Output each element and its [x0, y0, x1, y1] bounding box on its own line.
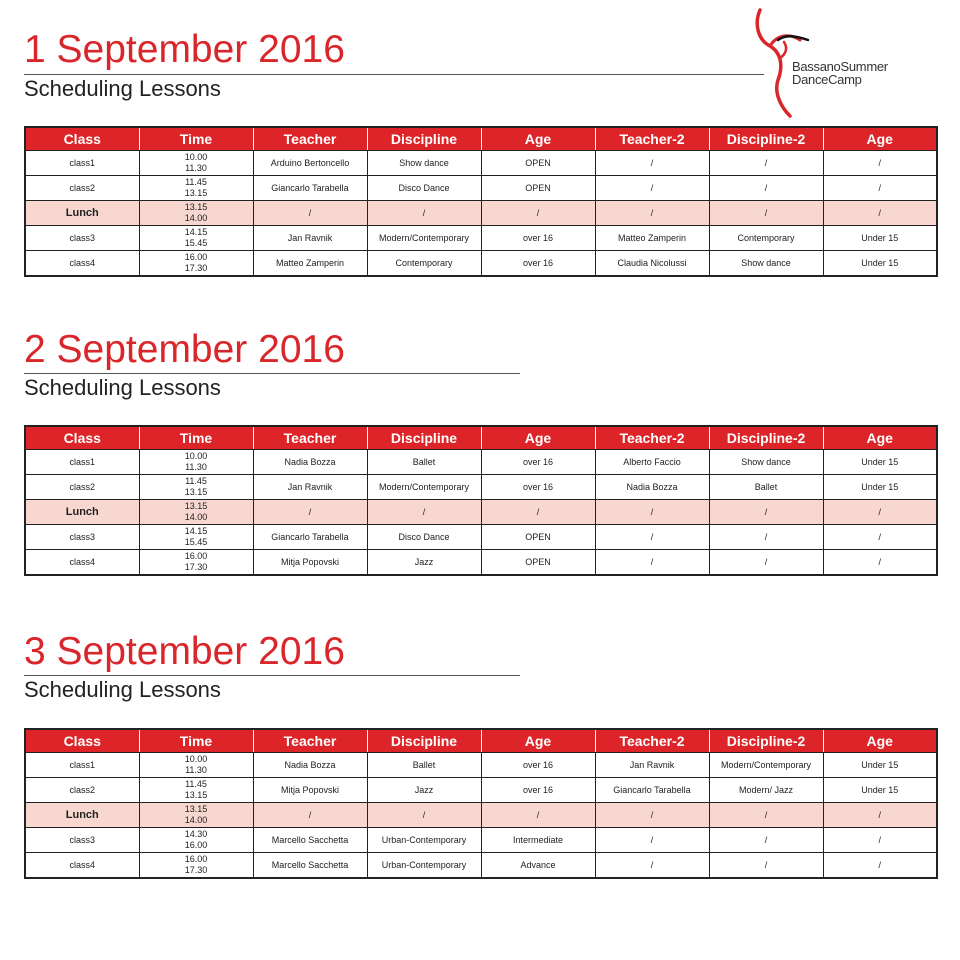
- time-end: 14.00: [184, 213, 208, 223]
- cell-teacher-2: /: [595, 525, 709, 550]
- time-end: 13.15: [184, 790, 208, 800]
- cell-teacher: Jan Ravnik: [253, 475, 367, 500]
- cell-age-2: /: [823, 853, 937, 879]
- day-title: 1 September 2016: [24, 28, 345, 71]
- cell-teacher: Nadia Bozza: [253, 753, 367, 778]
- cell-discipline-2: /: [709, 201, 823, 226]
- time-end: 14.00: [184, 815, 208, 825]
- table-row: [25, 753, 937, 778]
- header-discipline-2: Discipline-2: [709, 127, 823, 151]
- cell-discipline: Urban-Contemporary: [367, 828, 481, 853]
- table-row: [25, 475, 937, 500]
- cell-teacher: Jan Ravnik: [253, 226, 367, 251]
- table-row: [25, 778, 937, 803]
- cell-age-2: /: [823, 201, 937, 226]
- cell-age: over 16: [481, 251, 595, 277]
- cell-teacher-2: /: [595, 550, 709, 576]
- time-end: 11.30: [185, 765, 207, 775]
- cell-time: [139, 251, 253, 277]
- cell-teacher: Giancarlo Tarabella: [253, 176, 367, 201]
- cell-discipline: Contemporary: [367, 251, 481, 277]
- time-start: 11.45: [185, 177, 207, 187]
- time-end: 14.00: [184, 512, 208, 522]
- cell-discipline: Jazz: [367, 778, 481, 803]
- time-start: 14.15: [184, 227, 208, 237]
- cell-age: OPEN: [481, 176, 595, 201]
- time-start: 14.30: [184, 829, 208, 839]
- cell-discipline: Urban-Contemporary: [367, 853, 481, 879]
- table-row: [25, 176, 937, 201]
- cell-teacher-2: Jan Ravnik: [595, 753, 709, 778]
- time-end: 13.15: [184, 188, 208, 198]
- cell-age: /: [481, 803, 595, 828]
- cell-discipline-2: Contemporary: [709, 226, 823, 251]
- cell-discipline-2: /: [709, 803, 823, 828]
- cell-class: class1: [25, 753, 139, 778]
- title-divider: [24, 74, 764, 75]
- header-age-2: Age: [823, 426, 937, 450]
- cell-teacher: Giancarlo Tarabella: [253, 525, 367, 550]
- cell-discipline: Disco Dance: [367, 176, 481, 201]
- cell-teacher-2: Matteo Zamperin: [595, 226, 709, 251]
- header-time: Time: [139, 127, 253, 151]
- cell-discipline: Jazz: [367, 550, 481, 576]
- table-row: [25, 853, 937, 879]
- header-age: Age: [481, 127, 595, 151]
- day-subtitle: Scheduling Lessons: [24, 677, 221, 702]
- logo-line-2: DanceCamp: [792, 72, 862, 87]
- cell-age: over 16: [481, 226, 595, 251]
- time-start: 16.00: [184, 252, 208, 262]
- cell-time: [139, 475, 253, 500]
- cell-teacher-2: Giancarlo Tarabella: [595, 778, 709, 803]
- cell-age: over 16: [481, 753, 595, 778]
- header-teacher-2: Teacher-2: [595, 426, 709, 450]
- header-discipline: Discipline: [367, 127, 481, 151]
- cell-teacher-2: Claudia Nicolussi: [595, 251, 709, 277]
- cell-discipline-2: /: [709, 525, 823, 550]
- header-discipline: Discipline: [367, 729, 481, 753]
- cell-teacher: Marcello Sacchetta: [253, 828, 367, 853]
- time-start: 11.45: [185, 779, 207, 789]
- cell-discipline: /: [367, 803, 481, 828]
- table-row: [25, 550, 937, 576]
- cell-teacher: Nadia Bozza: [253, 450, 367, 475]
- cell-discipline-2: /: [709, 853, 823, 879]
- cell-class: class3: [25, 226, 139, 251]
- cell-age-2: /: [823, 525, 937, 550]
- cell-age-2: /: [823, 176, 937, 201]
- header-time: Time: [139, 426, 253, 450]
- cell-discipline: /: [367, 500, 481, 525]
- cell-class: class4: [25, 251, 139, 277]
- logo-line-1: BassanoSummer: [792, 59, 888, 74]
- cell-age-2: Under 15: [823, 778, 937, 803]
- day-subtitle: Scheduling Lessons: [24, 76, 221, 101]
- time-end: 15.45: [184, 238, 208, 248]
- table-row: [25, 151, 937, 176]
- cell-time: [139, 176, 253, 201]
- header-teacher: Teacher: [253, 729, 367, 753]
- cell-time: [139, 500, 253, 525]
- cell-discipline: Show dance: [367, 151, 481, 176]
- header-age: Age: [481, 729, 595, 753]
- cell-teacher-2: /: [595, 803, 709, 828]
- cell-age-2: Under 15: [823, 251, 937, 277]
- title-divider: [24, 373, 520, 374]
- cell-class: class1: [25, 151, 139, 176]
- time-start: 16.00: [184, 854, 208, 864]
- cell-class: class3: [25, 828, 139, 853]
- time-end: 15.45: [184, 537, 208, 547]
- time-start: 14.15: [184, 526, 208, 536]
- cell-time: [139, 828, 253, 853]
- time-start: 16.00: [184, 551, 208, 561]
- cell-teacher: /: [253, 500, 367, 525]
- cell-time: [139, 753, 253, 778]
- cell-class: Lunch: [25, 201, 139, 226]
- header-row: [25, 127, 937, 151]
- cell-age-2: /: [823, 500, 937, 525]
- cell-discipline-2: Modern/ Jazz: [709, 778, 823, 803]
- cell-time: [139, 450, 253, 475]
- cell-age-2: Under 15: [823, 475, 937, 500]
- lunch-row: [25, 201, 937, 226]
- cell-discipline: Ballet: [367, 450, 481, 475]
- cell-age: OPEN: [481, 525, 595, 550]
- cell-age-2: /: [823, 803, 937, 828]
- header-teacher: Teacher: [253, 426, 367, 450]
- cell-discipline-2: /: [709, 828, 823, 853]
- time-start: 11.45: [185, 476, 207, 486]
- cell-age: Intermediate: [481, 828, 595, 853]
- cell-teacher-2: Alberto Faccio: [595, 450, 709, 475]
- cell-teacher-2: /: [595, 853, 709, 879]
- header-row: [25, 729, 937, 753]
- cell-time: [139, 151, 253, 176]
- cell-teacher: Arduino Bertoncello: [253, 151, 367, 176]
- cell-discipline-2: /: [709, 151, 823, 176]
- time-start: 13.15: [184, 804, 208, 814]
- cell-teacher: /: [253, 803, 367, 828]
- day-title: 3 September 2016: [24, 630, 345, 673]
- cell-age-2: Under 15: [823, 450, 937, 475]
- header-age: Age: [481, 426, 595, 450]
- header-class: Class: [25, 127, 139, 151]
- cell-teacher: Mitja Popovski: [253, 550, 367, 576]
- cell-age-2: Under 15: [823, 753, 937, 778]
- cell-age-2: /: [823, 828, 937, 853]
- header-discipline-2: Discipline-2: [709, 729, 823, 753]
- time-start: 10.00: [184, 451, 208, 461]
- day-subtitle: Scheduling Lessons: [24, 375, 221, 400]
- cell-discipline: Disco Dance: [367, 525, 481, 550]
- cell-teacher: Matteo Zamperin: [253, 251, 367, 277]
- cell-age: /: [481, 500, 595, 525]
- cell-age: over 16: [481, 778, 595, 803]
- cell-discipline: Ballet: [367, 753, 481, 778]
- header-row: [25, 426, 937, 450]
- day-title: 2 September 2016: [24, 328, 345, 371]
- cell-discipline-2: Show dance: [709, 450, 823, 475]
- cell-teacher-2: Nadia Bozza: [595, 475, 709, 500]
- cell-age-2: /: [823, 550, 937, 576]
- cell-class: class2: [25, 778, 139, 803]
- schedule-table: [24, 728, 938, 879]
- cell-class: class3: [25, 525, 139, 550]
- cell-age-2: /: [823, 151, 937, 176]
- header-teacher-2: Teacher-2: [595, 127, 709, 151]
- cell-age: Advance: [481, 853, 595, 879]
- cell-time: [139, 803, 253, 828]
- header-time: Time: [139, 729, 253, 753]
- header-discipline: Discipline: [367, 426, 481, 450]
- table-row: [25, 450, 937, 475]
- cell-teacher-2: /: [595, 176, 709, 201]
- lunch-row: [25, 803, 937, 828]
- cell-discipline-2: Show dance: [709, 251, 823, 277]
- time-start: 13.15: [184, 202, 208, 212]
- cell-class: Lunch: [25, 500, 139, 525]
- header-age-2: Age: [823, 729, 937, 753]
- header-class: Class: [25, 729, 139, 753]
- cell-class: class2: [25, 475, 139, 500]
- cell-time: [139, 853, 253, 879]
- table-row: [25, 226, 937, 251]
- cell-teacher: Mitja Popovski: [253, 778, 367, 803]
- cell-age: OPEN: [481, 151, 595, 176]
- time-start: 10.00: [184, 152, 208, 162]
- cell-age-2: Under 15: [823, 226, 937, 251]
- cell-teacher-2: /: [595, 151, 709, 176]
- cell-age: /: [481, 201, 595, 226]
- cell-age: OPEN: [481, 550, 595, 576]
- bassano-summer-dance-camp-logo: [750, 6, 920, 118]
- cell-discipline: Modern/Contemporary: [367, 475, 481, 500]
- time-end: 17.30: [184, 263, 208, 273]
- cell-discipline: /: [367, 201, 481, 226]
- cell-time: [139, 778, 253, 803]
- cell-time: [139, 201, 253, 226]
- lunch-row: [25, 500, 937, 525]
- cell-time: [139, 226, 253, 251]
- header-age-2: Age: [823, 127, 937, 151]
- time-end: 17.30: [184, 865, 208, 875]
- cell-class: class4: [25, 853, 139, 879]
- time-start: 10.00: [184, 754, 208, 764]
- cell-discipline-2: Ballet: [709, 475, 823, 500]
- cell-time: [139, 525, 253, 550]
- cell-teacher-2: /: [595, 500, 709, 525]
- time-end: 11.30: [185, 163, 207, 173]
- cell-age: over 16: [481, 450, 595, 475]
- cell-age: over 16: [481, 475, 595, 500]
- time-end: 16.00: [184, 840, 208, 850]
- cell-time: [139, 550, 253, 576]
- schedule-table: [24, 126, 938, 277]
- cell-teacher: /: [253, 201, 367, 226]
- title-divider: [24, 675, 520, 676]
- cell-class: Lunch: [25, 803, 139, 828]
- time-end: 13.15: [184, 487, 208, 497]
- time-start: 13.15: [184, 501, 208, 511]
- cell-discipline-2: /: [709, 500, 823, 525]
- time-end: 17.30: [184, 562, 208, 572]
- cell-teacher: Marcello Sacchetta: [253, 853, 367, 879]
- header-discipline-2: Discipline-2: [709, 426, 823, 450]
- cell-class: class1: [25, 450, 139, 475]
- header-teacher-2: Teacher-2: [595, 729, 709, 753]
- table-row: [25, 251, 937, 277]
- cell-discipline-2: /: [709, 550, 823, 576]
- time-end: 11.30: [185, 462, 207, 472]
- table-row: [25, 828, 937, 853]
- header-teacher: Teacher: [253, 127, 367, 151]
- cell-discipline: Modern/Contemporary: [367, 226, 481, 251]
- cell-class: class4: [25, 550, 139, 576]
- schedule-table: [24, 425, 938, 576]
- cell-teacher-2: /: [595, 828, 709, 853]
- cell-class: class2: [25, 176, 139, 201]
- cell-discipline-2: /: [709, 176, 823, 201]
- header-class: Class: [25, 426, 139, 450]
- table-row: [25, 525, 937, 550]
- cell-teacher-2: /: [595, 201, 709, 226]
- cell-discipline-2: Modern/Contemporary: [709, 753, 823, 778]
